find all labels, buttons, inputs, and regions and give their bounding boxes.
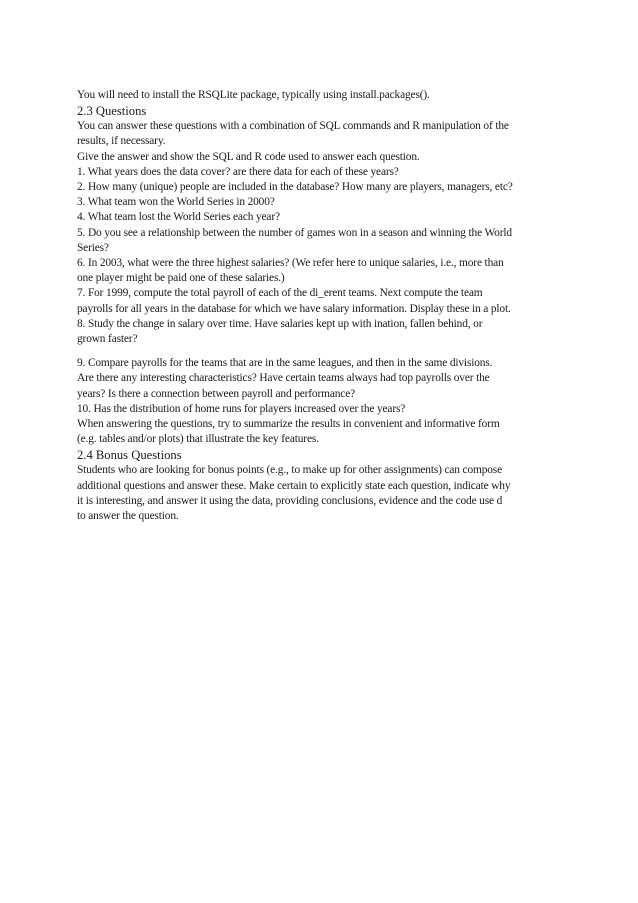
question-3: 3. What team won the World Series in 2000? — [77, 196, 275, 209]
text-line: You can answer these questions with a combination of SQL commands and R manipulation of the — [77, 120, 509, 133]
section-heading-bonus-questions: 2.4 Bonus Questions — [77, 448, 182, 463]
question-8-cont: grown faster? — [77, 333, 138, 346]
paragraph-gap — [77, 347, 557, 356]
text-line: it is interesting, and answer it using the data, providing conclusions, evidence and the code use d — [77, 494, 503, 507]
question-8: 8. Study the change in salary over time. Have salaries kept up with ination, fallen behind, or — [77, 317, 483, 330]
document-body — [77, 88, 557, 524]
question-4: 4. What team lost the World Series each year? — [77, 211, 280, 224]
question-9-cont: Are there any interesting characteristics? Have certain teams always had top payrolls over the — [77, 372, 490, 385]
questions-paragraph-2 — [77, 356, 557, 447]
question-6: 6. In 2003, what were the three highest salaries? (We refer here to unique salaries, i.e., more than — [77, 257, 504, 270]
questions-paragraph-1 — [77, 119, 557, 347]
text-line: (e.g. tables and/or plots) that illustrate the key features. — [77, 433, 319, 446]
question-2: 2. How many (unique) people are included in the database? How many are players, managers, etc? — [77, 181, 513, 194]
question-1: 1. What years does the data cover? are there data for each of these years? — [77, 165, 399, 178]
text-line: additional questions and answer these. Make certain to explicitly state each question, indicate why — [77, 479, 511, 492]
question-10: 10. Has the distribution of home runs for players increased over the years? — [77, 402, 406, 415]
text-line: Students who are looking for bonus points (e.g., to make up for other assignments) can compose — [77, 464, 502, 477]
text-line: Give the answer and show the SQL and R code used to answer each question. — [77, 150, 420, 163]
text-line: When answering the questions, try to summarize the results in convenient and informative form — [77, 418, 500, 431]
question-5-cont: Series? — [77, 241, 109, 254]
question-9: 9. Compare payrolls for the teams that are in the same leagues, and then in the same divisions. — [77, 357, 493, 370]
question-6-cont: one player might be paid one of these salaries.) — [77, 272, 285, 285]
install-instruction: You will need to install the RSQLite package, typically using install.packages(). — [77, 89, 430, 101]
text-line: results, if necessary. — [77, 135, 166, 148]
question-9-cont: years? Is there a connection between payroll and performance? — [77, 387, 356, 400]
question-7: 7. For 1999, compute the total payroll of each of the di_erent teams. Next compute the team — [77, 287, 483, 300]
text-line: to answer the question. — [77, 510, 179, 523]
section-heading-questions: 2.3 Questions — [77, 104, 147, 119]
bonus-paragraph — [77, 463, 557, 524]
question-7-cont: payrolls for all years in the database for which we have salary information. Display these in a plot. — [77, 302, 511, 315]
question-5: 5. Do you see a relationship between the number of games won in a season and winning the World — [77, 226, 512, 239]
